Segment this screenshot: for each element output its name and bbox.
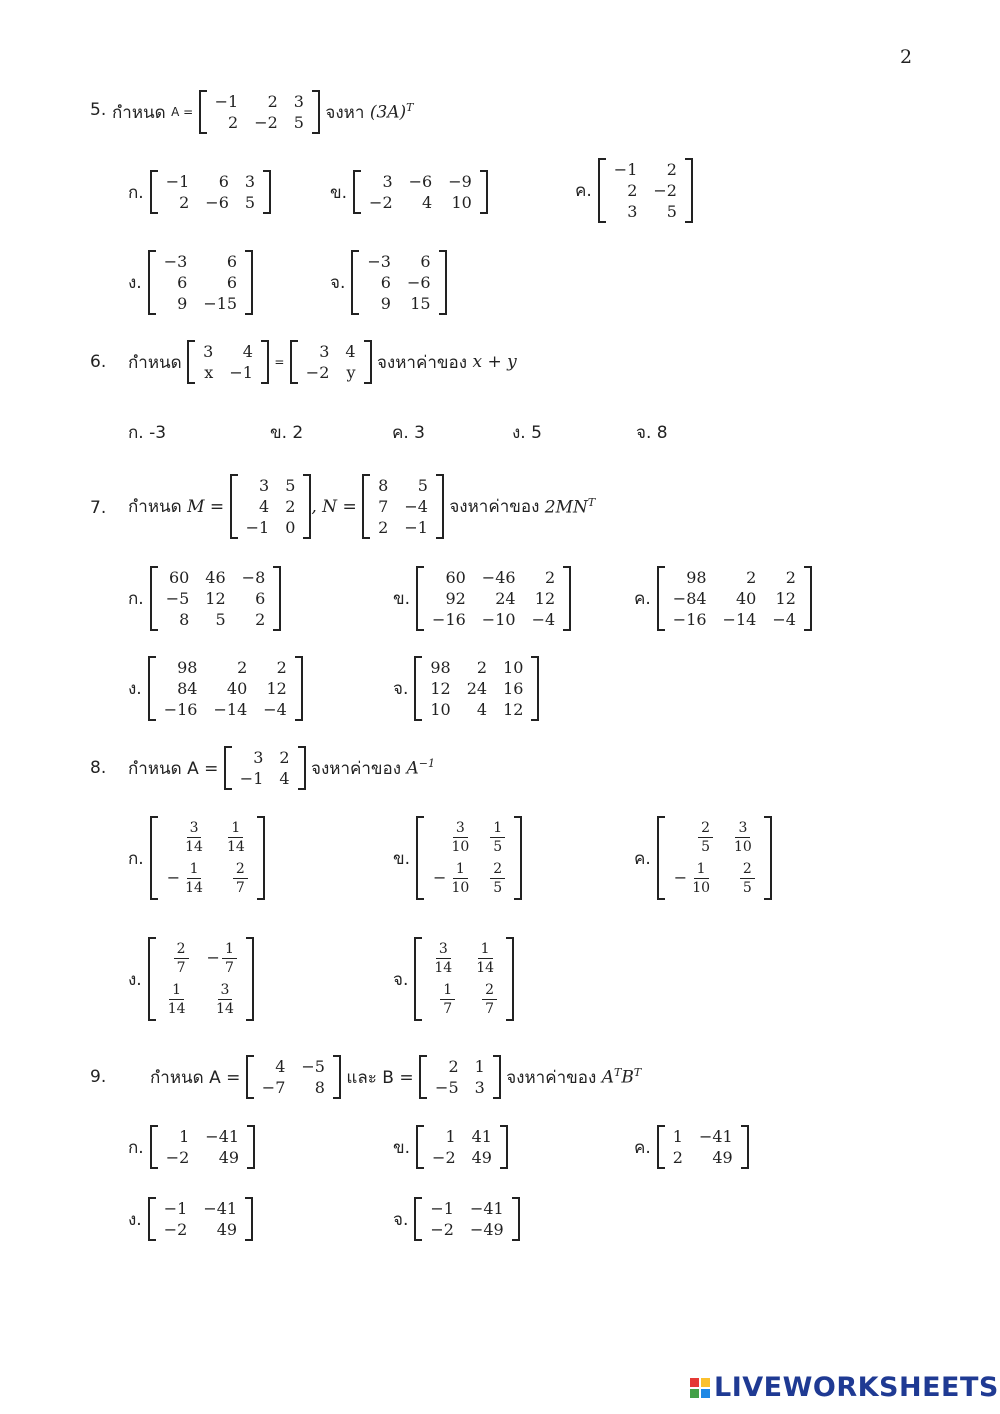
matrix-cell: 4	[259, 497, 270, 516]
fraction-cell: $\frac{2}{7}$	[215, 858, 257, 899]
matrix-cell: 46	[205, 568, 226, 587]
matrix-cell: 92	[445, 589, 466, 608]
matrix-cell: 15	[410, 294, 431, 313]
matrix-cell: 12	[205, 589, 226, 608]
matrix	[150, 170, 271, 214]
matrix	[351, 250, 446, 315]
matrix-cell: 8	[179, 610, 190, 629]
matrix-cell: 98	[430, 658, 451, 677]
q5-option-e[interactable]	[330, 250, 447, 315]
q8-question: จงหาค่าของ	[310, 758, 402, 779]
matrix-cell: −16	[163, 700, 198, 719]
page-number: 2	[900, 46, 913, 68]
matrix-cell: 49	[216, 1220, 238, 1239]
matrix-cell: −2	[430, 1220, 454, 1239]
q7-option-e[interactable]	[393, 656, 539, 721]
matrix	[148, 656, 303, 721]
fraction-cell: − $\frac{1}{10}$	[673, 861, 711, 896]
brand-text: LIVEWORKSHEETS	[714, 1372, 999, 1403]
matrix-cell: 24	[466, 679, 488, 698]
matrix-cell: 41	[471, 1127, 492, 1146]
question-8-text	[128, 746, 435, 790]
matrix-cell: 4	[345, 342, 356, 361]
fraction-cell: $\frac{2}{5}$	[665, 817, 722, 858]
matrix-cell: 2	[476, 658, 488, 677]
q9-mid: และ B =	[346, 1067, 414, 1088]
option-label: ข.	[330, 182, 348, 203]
matrix-cell: 40	[735, 589, 757, 608]
matrix	[150, 566, 282, 631]
matrix-cell: 3	[253, 748, 264, 767]
matrix-cell: 49	[471, 1148, 492, 1167]
matrix-cell: −4	[263, 700, 287, 719]
fraction-cell: − $\frac{1}{10}$	[433, 861, 470, 896]
fraction-cell: $\frac{1}{5}$	[481, 817, 514, 858]
matrix-cell: 6	[226, 252, 238, 271]
question-9-text	[150, 1055, 641, 1099]
q9-prefix: กำหนด A =	[150, 1067, 241, 1088]
matrix-cell: 98	[177, 658, 198, 677]
matrix-cell: −5	[301, 1057, 325, 1076]
q5-question: จงหา	[325, 102, 365, 123]
q9-option-d[interactable]	[128, 1197, 253, 1241]
q7-option-c[interactable]	[634, 566, 812, 631]
matrix-cell: 12	[266, 679, 287, 698]
question-8-number: 8.	[90, 758, 107, 778]
matrix-cell: 5	[285, 476, 296, 495]
fraction-cell: $\frac{3}{10}$	[734, 820, 752, 855]
matrix-cell: 2	[666, 160, 677, 179]
option-label: จ.	[393, 679, 409, 699]
matrix	[353, 170, 488, 214]
matrix-cell: 3	[474, 1078, 485, 1097]
matrix-cell: −3	[367, 252, 391, 271]
q9-option-e[interactable]	[393, 1197, 520, 1241]
matrix-cell: 24	[495, 589, 516, 608]
matrix-cell: −8	[241, 568, 266, 587]
matrix-cell: −1	[613, 160, 638, 179]
fraction-matrix	[657, 816, 772, 900]
fraction-cell: $\frac{3}{14}$	[434, 941, 453, 976]
fraction-matrix	[416, 816, 522, 900]
q7-question: จงหาค่าของ	[449, 497, 540, 517]
matrix-cell: −1	[245, 518, 270, 537]
q6-option-e[interactable]: จ. 8	[636, 423, 668, 443]
matrix-cell: −41	[469, 1199, 504, 1218]
q9-option-c[interactable]	[634, 1125, 749, 1169]
option-label: จ.	[393, 969, 409, 990]
q7-matrix-m	[230, 474, 312, 539]
matrix-cell: 2	[279, 748, 290, 767]
matrix-cell: 6	[226, 273, 238, 292]
matrix-cell: 0	[285, 518, 296, 537]
fraction-cell: $\frac{2}{5}$	[481, 858, 514, 899]
matrix-cell: 5	[417, 476, 428, 495]
option-label: ข.	[393, 848, 411, 869]
matrix-cell: 4	[275, 1057, 286, 1076]
matrix-cell: 2	[228, 113, 239, 132]
option-label: จ.	[393, 1209, 409, 1230]
question-9-number: 9.	[90, 1067, 107, 1087]
matrix-cell: 9	[177, 294, 188, 313]
fraction-cell: − $\frac{1}{7}$	[198, 938, 246, 979]
matrix	[148, 1197, 253, 1241]
matrix-cell: 6	[380, 273, 391, 292]
matrix-cell: −2	[305, 363, 330, 382]
matrix-cell: −49	[469, 1220, 504, 1239]
q9-matrix-b	[419, 1055, 501, 1099]
q6-option-c[interactable]: ค. 3	[392, 423, 425, 443]
option-label: ง.	[128, 273, 142, 293]
matrix-cell: −9	[448, 172, 472, 191]
matrix-cell: 10	[503, 658, 524, 677]
matrix-cell: 16	[503, 679, 524, 698]
matrix-cell: 1	[445, 1127, 456, 1146]
matrix-cell: 6	[218, 172, 229, 191]
matrix-cell: 2	[746, 568, 757, 587]
matrix-cell: 1	[179, 1127, 190, 1146]
matrix-cell: −6	[205, 193, 229, 212]
option-label: ข.	[393, 589, 411, 609]
matrix-cell: 3	[382, 172, 393, 191]
matrix-cell: 12	[775, 589, 796, 608]
matrix-cell: −14	[213, 700, 248, 719]
question-5-number: 5.	[90, 100, 107, 120]
matrix	[657, 566, 812, 631]
q5-option-b[interactable]	[330, 170, 488, 214]
fraction-cell: $\frac{3}{14}$	[185, 820, 203, 855]
matrix-cell: 6	[177, 273, 188, 292]
option-label: ค.	[634, 589, 651, 609]
matrix	[150, 1125, 255, 1169]
q6-option-d[interactable]: ง. 5	[512, 423, 542, 443]
q7-m-label: M =	[187, 496, 225, 517]
option-label: ข.	[393, 1137, 411, 1158]
matrix-cell: 12	[430, 679, 451, 698]
matrix-cell: −1	[430, 1199, 454, 1218]
fraction-cell: $\frac{2}{7}$	[464, 979, 506, 1020]
matrix-cell: 2	[544, 568, 556, 587]
matrix-cell: −14	[722, 610, 757, 629]
matrix-cell: 2	[448, 1057, 459, 1076]
question-5-text	[112, 90, 414, 134]
fraction-cell: $\frac{3}{14}$	[216, 982, 234, 1017]
matrix-cell: −5	[435, 1078, 459, 1097]
q6-left-matrix	[187, 340, 269, 384]
fraction-cell: $\frac{1}{14}$	[226, 820, 245, 855]
matrix-cell: −2	[653, 181, 677, 200]
matrix-cell: 2	[255, 610, 266, 629]
q6-equals: =	[274, 355, 285, 369]
matrix-cell: 2	[179, 193, 190, 212]
matrix-cell: 2	[285, 497, 296, 516]
q7-target: $2MN^T$	[544, 495, 596, 518]
matrix-cell: 1	[474, 1057, 485, 1076]
q5-matrix-a	[199, 90, 320, 134]
matrix-cell: 3	[203, 342, 214, 361]
matrix-cell: 2	[237, 658, 248, 677]
matrix-cell: −41	[203, 1199, 238, 1218]
matrix-cell: 3	[244, 172, 256, 191]
fraction-matrix	[414, 937, 514, 1021]
matrix-cell: 3	[319, 342, 330, 361]
q9-matrix-a	[246, 1055, 341, 1099]
matrix-cell: 3	[627, 202, 638, 221]
matrix-cell: −6	[408, 172, 433, 191]
option-label: ง.	[128, 969, 142, 990]
option-label: จ.	[330, 273, 346, 293]
matrix-cell: 2	[785, 568, 796, 587]
matrix-cell: 8	[378, 476, 389, 495]
q6-target: x + y	[472, 352, 517, 372]
matrix-cell: −2	[369, 193, 393, 212]
fraction-cell: $\frac{1}{14}$	[476, 941, 495, 976]
matrix-cell: 6	[255, 589, 266, 608]
matrix-cell: 5	[293, 113, 304, 132]
q7-matrix-n	[362, 474, 444, 539]
matrix-cell: y	[346, 363, 356, 382]
matrix-cell: −16	[672, 610, 707, 629]
matrix-cell: −1	[214, 92, 239, 111]
matrix-cell: 98	[686, 568, 707, 587]
matrix-cell: −3	[163, 252, 188, 271]
matrix-cell: 49	[712, 1148, 733, 1167]
q5-a-label: A =	[171, 105, 194, 119]
matrix-cell: −10	[481, 610, 516, 629]
matrix-cell: x	[204, 363, 214, 382]
q7-n-label: , N =	[311, 496, 357, 517]
matrix-cell: −1	[404, 518, 428, 537]
q8-option-a[interactable]	[128, 816, 265, 900]
matrix-cell: 3	[259, 476, 270, 495]
matrix-cell: 3	[293, 92, 304, 111]
matrix-cell: −7	[261, 1078, 286, 1097]
fraction-cell: $\frac{2}{7}$	[156, 938, 198, 979]
matrix-cell: −5	[165, 589, 190, 608]
matrix-cell: 5	[666, 202, 677, 221]
matrix-cell: 4	[422, 193, 433, 212]
question-7-number: 7.	[90, 498, 107, 518]
fraction-cell: $\frac{1}{14}$	[167, 982, 186, 1017]
matrix-cell: 60	[445, 568, 466, 587]
matrix-cell: −1	[229, 363, 253, 382]
q8-option-c[interactable]	[634, 816, 772, 900]
q9-option-b[interactable]	[393, 1125, 508, 1169]
matrix-cell: 2	[627, 181, 638, 200]
fraction-cell: $\frac{2}{5}$	[722, 858, 764, 899]
option-label: ง.	[128, 1209, 142, 1230]
q6-option-b[interactable]: ข. 2	[270, 423, 304, 443]
q8-target: $A^{-1}$	[406, 757, 435, 779]
matrix-cell: 4	[279, 769, 290, 788]
matrix-cell: −46	[481, 568, 516, 587]
matrix-cell: 1	[672, 1127, 683, 1146]
matrix-cell: −16	[432, 610, 466, 629]
matrix-cell: −2	[254, 113, 278, 132]
fraction-cell: $\frac{3}{10}$	[451, 820, 470, 855]
matrix-cell: 84	[177, 679, 198, 698]
matrix-cell: −1	[239, 769, 264, 788]
matrix-cell: −41	[205, 1127, 240, 1146]
matrix-cell: −84	[672, 589, 707, 608]
q7-prefix: กำหนด	[128, 497, 182, 517]
matrix-cell: −2	[432, 1148, 456, 1167]
q6-prefix: กำหนด	[128, 352, 182, 373]
question-7-text	[128, 474, 595, 539]
matrix-cell: 8	[314, 1078, 325, 1097]
matrix-cell: 12	[503, 700, 524, 719]
q8-matrix-a	[224, 746, 306, 790]
option-label: ค.	[634, 1137, 651, 1158]
matrix-cell: 5	[244, 193, 256, 212]
liveworksheets-logo-icon	[690, 1378, 710, 1398]
matrix-cell: −4	[404, 497, 428, 516]
matrix-cell: 2	[267, 92, 278, 111]
option-label: ค.	[575, 181, 592, 201]
q6-right-matrix	[290, 340, 372, 384]
matrix-cell: 12	[534, 589, 556, 608]
q8-option-e[interactable]	[393, 937, 514, 1021]
matrix	[414, 656, 539, 721]
matrix-cell: −15	[203, 294, 238, 313]
matrix-cell: 7	[378, 497, 389, 516]
q9-question: จงหาค่าของ	[506, 1067, 597, 1088]
q5-target: $(3A)^T$	[369, 101, 414, 123]
q5-option-c[interactable]	[575, 158, 693, 223]
matrix-cell: 49	[218, 1148, 240, 1167]
option-label: ค.	[634, 848, 651, 869]
matrix-cell: 2	[378, 518, 389, 537]
q5-prefix: กำหนด	[112, 102, 166, 123]
matrix-cell: 4	[242, 342, 253, 361]
matrix-cell: 2	[276, 658, 287, 677]
matrix-cell: 10	[430, 700, 451, 719]
matrix-cell: 4	[476, 700, 488, 719]
option-label: ก.	[128, 1137, 144, 1158]
matrix-cell: −2	[163, 1220, 188, 1239]
q5-option-d[interactable]	[128, 250, 253, 315]
q9-option-a[interactable]	[128, 1125, 255, 1169]
matrix-cell: −41	[698, 1127, 733, 1146]
matrix-cell: 5	[215, 610, 226, 629]
matrix-cell: −6	[406, 273, 431, 292]
matrix-cell: 9	[380, 294, 391, 313]
q8-option-b[interactable]	[393, 816, 522, 900]
option-label: ก.	[128, 848, 144, 869]
matrix-cell: 2	[672, 1148, 683, 1167]
fraction-cell: − $\frac{1}{14}$	[166, 861, 203, 896]
q6-option-a[interactable]: ก. -3	[128, 423, 167, 443]
matrix	[598, 158, 693, 223]
matrix	[657, 1125, 749, 1169]
matrix	[416, 566, 571, 631]
fraction-matrix	[150, 816, 265, 900]
q5-option-a[interactable]	[128, 170, 271, 214]
matrix-cell: −4	[531, 610, 556, 629]
matrix-cell: −1	[163, 1199, 188, 1218]
matrix-cell: −4	[772, 610, 796, 629]
matrix-cell: 60	[168, 568, 190, 587]
q9-target: $A^TB^T$	[601, 1066, 642, 1088]
matrix	[416, 1125, 508, 1169]
option-label: ก.	[128, 182, 144, 203]
q7-option-d[interactable]	[128, 656, 303, 721]
matrix-cell: −2	[165, 1148, 190, 1167]
matrix-cell: 10	[451, 193, 472, 212]
matrix-cell: 6	[420, 252, 431, 271]
matrix-cell: 40	[226, 679, 248, 698]
q7-option-a[interactable]	[128, 566, 281, 631]
q8-option-d[interactable]	[128, 937, 254, 1021]
matrix	[148, 250, 253, 315]
q6-question: จงหาค่าของ	[376, 352, 468, 373]
option-label: ก.	[128, 589, 144, 609]
fraction-cell: $\frac{1}{7}$	[422, 979, 464, 1020]
matrix	[414, 1197, 519, 1241]
question-6-text	[128, 340, 517, 384]
q8-prefix: กำหนด A =	[128, 758, 219, 779]
liveworksheets-brand	[690, 1372, 999, 1403]
option-label: ง.	[128, 679, 142, 699]
question-6-number: 6.	[90, 352, 107, 372]
fraction-matrix	[148, 937, 254, 1021]
matrix-cell: −1	[165, 172, 190, 191]
q7-option-b[interactable]	[393, 566, 571, 631]
